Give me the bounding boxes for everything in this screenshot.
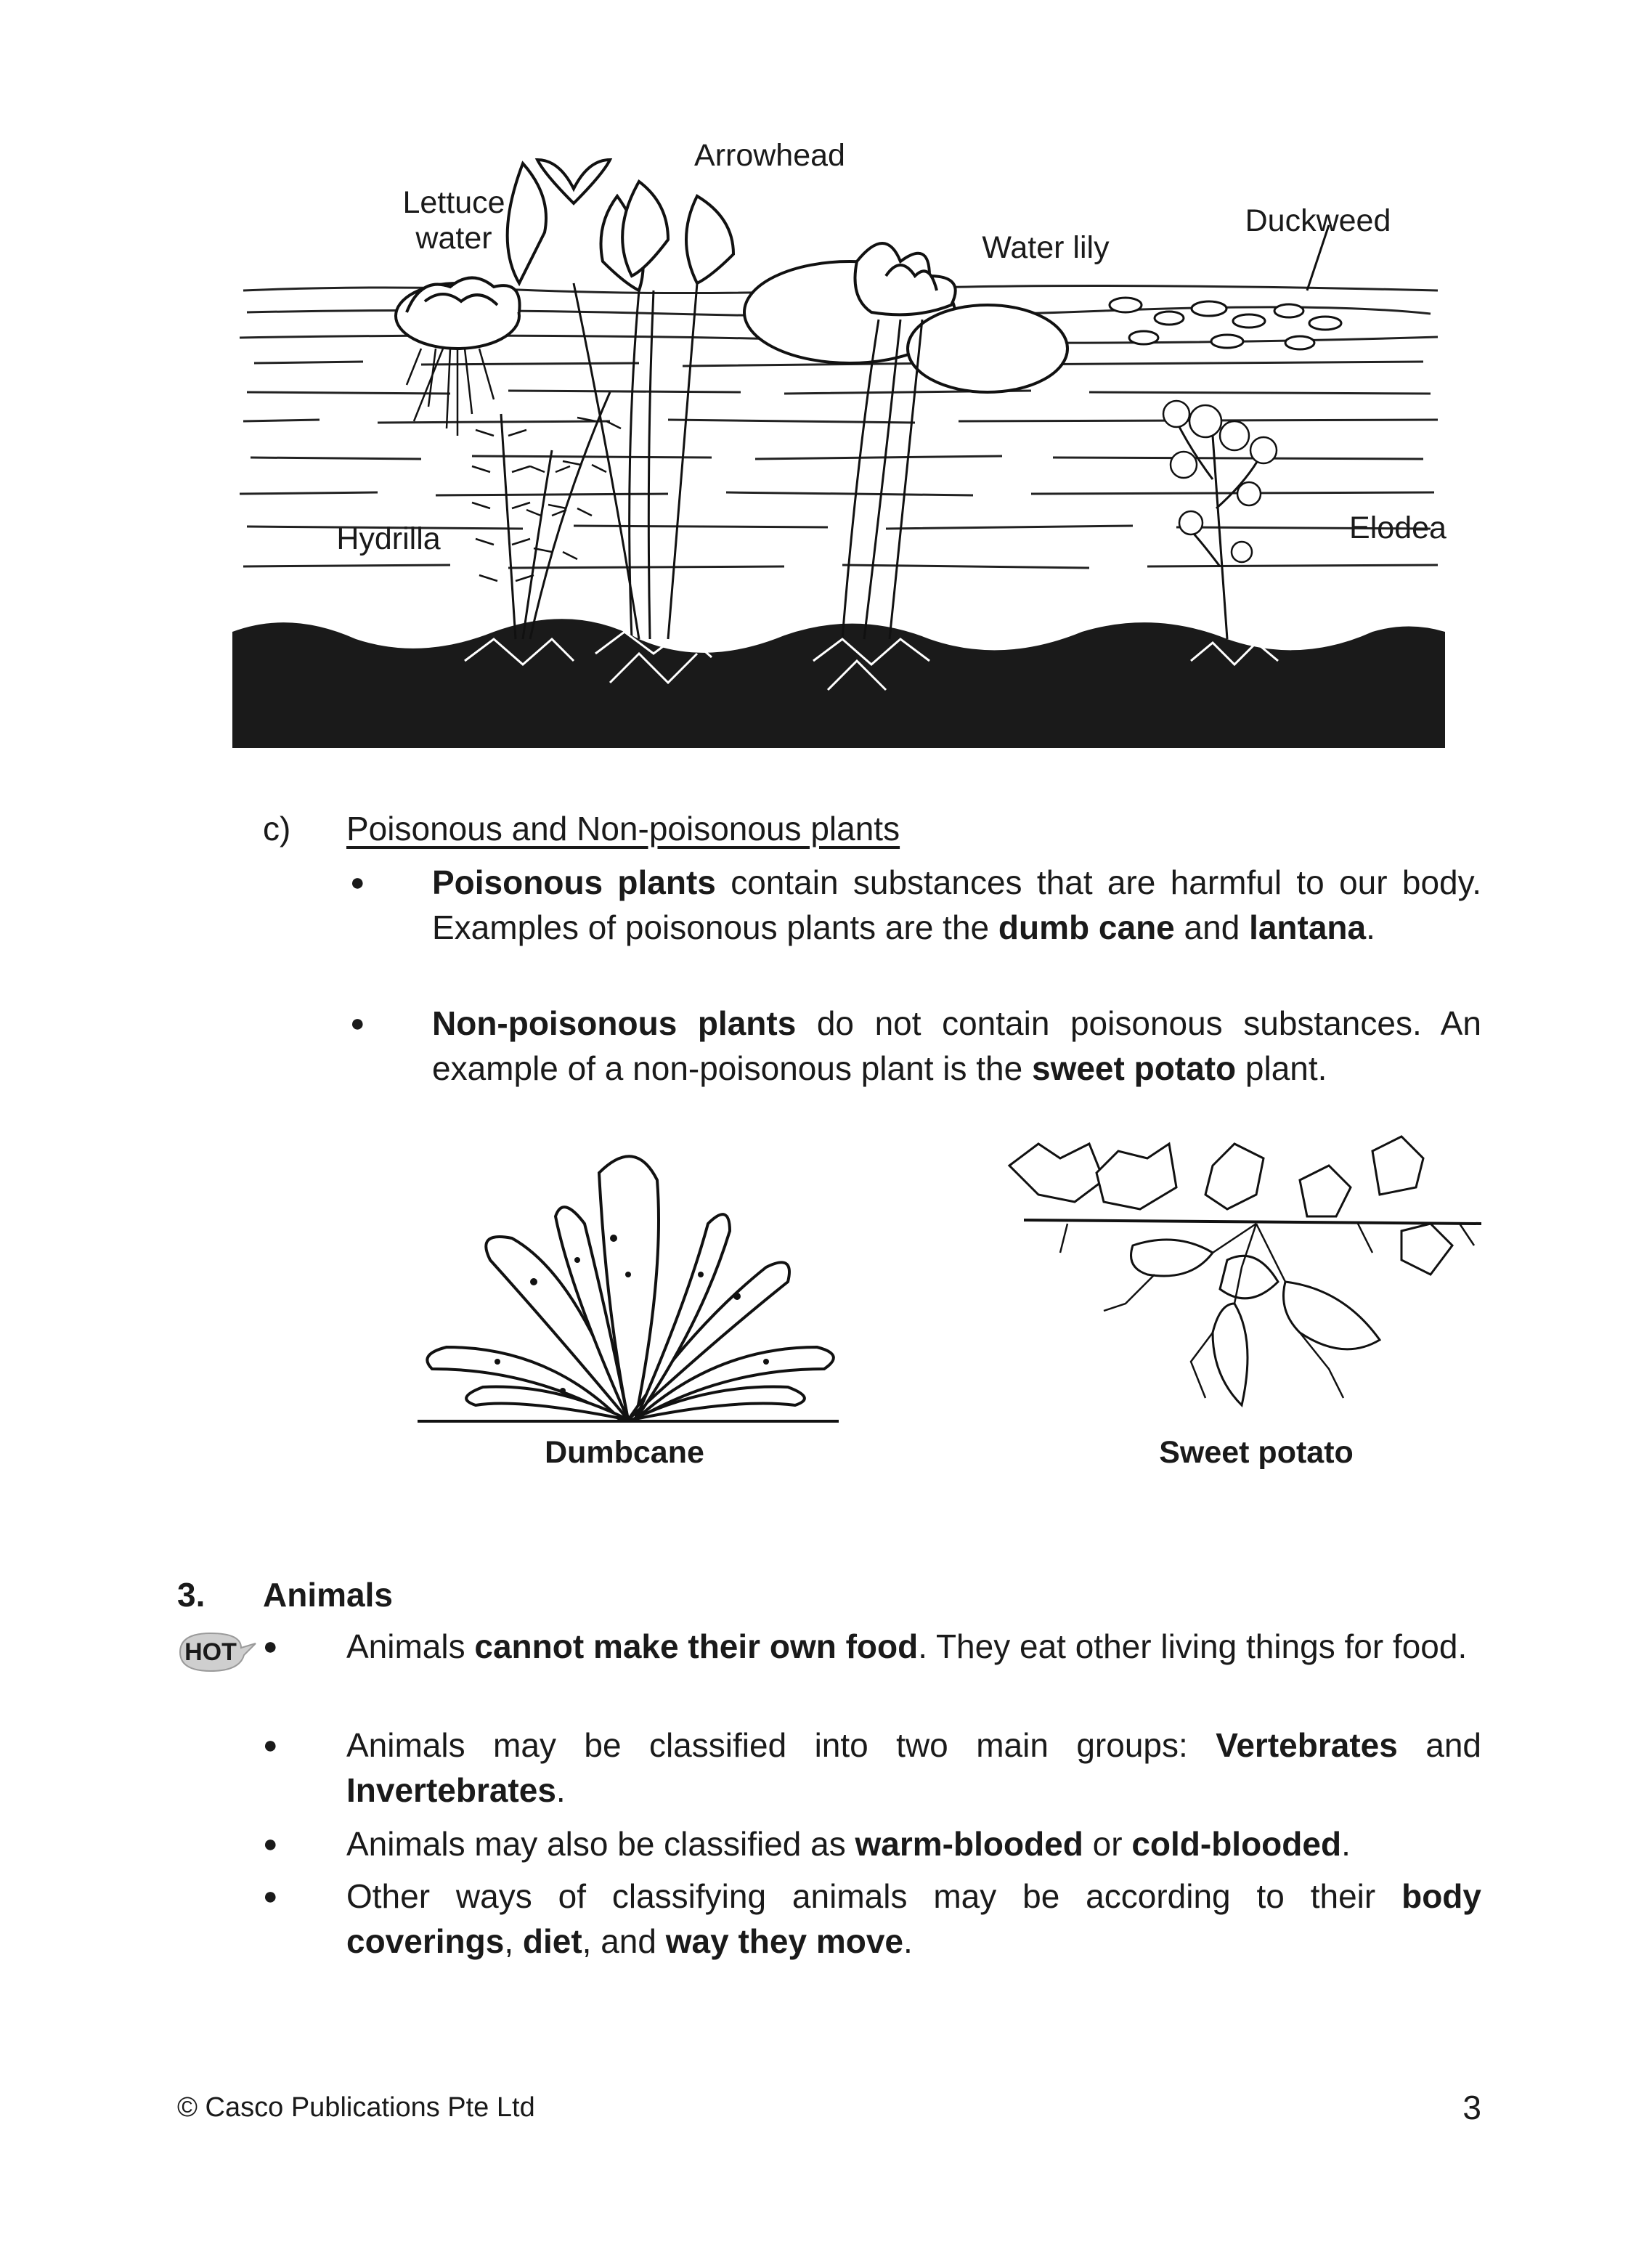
sweet-potato-illustration: [995, 1122, 1489, 1427]
caption-dumbcane: Dumbcane: [545, 1435, 704, 1470]
section-c-heading: Poisonous and Non-poisonous plants: [346, 810, 900, 847]
hot-badge-label: HOT: [184, 1638, 237, 1666]
term-diet: diet: [522, 1922, 582, 1960]
section-c-bullet-2: ●: [350, 1009, 365, 1037]
page-number: 3: [1462, 2089, 1481, 2126]
term-cannot-make-food: cannot make their own food: [474, 1627, 919, 1665]
term-cold-blooded: cold-blooded: [1131, 1825, 1342, 1863]
footer-copyright: © Casco Publications Pte Ltd: [177, 2092, 535, 2123]
term-non-poisonous-plants: Non-poisonous plants: [432, 1004, 797, 1042]
section-c-bullet-1: ●: [350, 869, 365, 896]
section-3-item-groups: Animals may be classified into two main groups: Vertebrates and Invertebrates.: [346, 1726, 1481, 1809]
section-3-bullet-1: ●: [263, 1633, 278, 1660]
section-c-item-non-poisonous: Non-poisonous plants do not contain poisonous substances. An example of a non-poisonous plant is the sweet potato plant.: [432, 1004, 1482, 1087]
term-body-coverings: body coverings: [346, 1877, 1481, 1960]
section-3-bullet-2: ●: [263, 1731, 278, 1759]
caption-sweet-potato: Sweet potato: [1159, 1435, 1354, 1470]
dumbcane-drawing: [388, 1129, 868, 1427]
label-lettuce-line2: water: [415, 221, 492, 256]
term-vertebrates: Vertebrates: [1216, 1726, 1398, 1764]
term-warm-blooded: warm-blooded: [855, 1825, 1083, 1863]
term-invertebrates: Invertebrates: [346, 1771, 556, 1809]
section-3-number: 3.: [177, 1576, 206, 1614]
term-lantana: lantana: [1249, 908, 1367, 946]
term-dumb-cane: dumb cane: [998, 908, 1175, 946]
label-arrowhead: Arrowhead: [694, 138, 845, 173]
section-3-item-blooded: Animals may also be classified as warm-blooded or cold-blooded.: [346, 1825, 1351, 1863]
dumbcane-illustration: [388, 1129, 868, 1427]
label-lettuce-line1: Lettuce: [402, 185, 505, 220]
label-duckweed: Duckweed: [1245, 203, 1391, 238]
label-water-lily: Water lily: [982, 230, 1110, 265]
section-c-item-poisonous: Poisonous plants contain substances that are harmful to our body. Examples of poisonous plants are the dumb cane and lantana.: [432, 863, 1481, 946]
label-lettuce-water: [356, 185, 552, 257]
term-poisonous-plants: Poisonous plants: [432, 863, 716, 901]
label-hydrilla: Hydrilla: [336, 521, 441, 556]
term-way-they-move: way they move: [665, 1922, 904, 1960]
section-3-bullet-3: ●: [263, 1830, 278, 1858]
section-3-item-other-ways: Other ways of classifying animals may be according to their body coverings, diet, and way they move.: [346, 1877, 1481, 1960]
hot-badge: [174, 1629, 261, 1675]
section-3-item-food: Animals cannot make their own food. They eat other living things for food.: [346, 1627, 1468, 1665]
section-3-heading: Animals: [263, 1576, 393, 1614]
section-c-marker: c): [263, 810, 291, 847]
term-sweet-potato: sweet potato: [1031, 1049, 1237, 1087]
sweet-potato-drawing: [995, 1122, 1489, 1427]
section-3-bullet-4: ●: [263, 1882, 278, 1910]
label-elodea: Elodea: [1349, 511, 1446, 545]
